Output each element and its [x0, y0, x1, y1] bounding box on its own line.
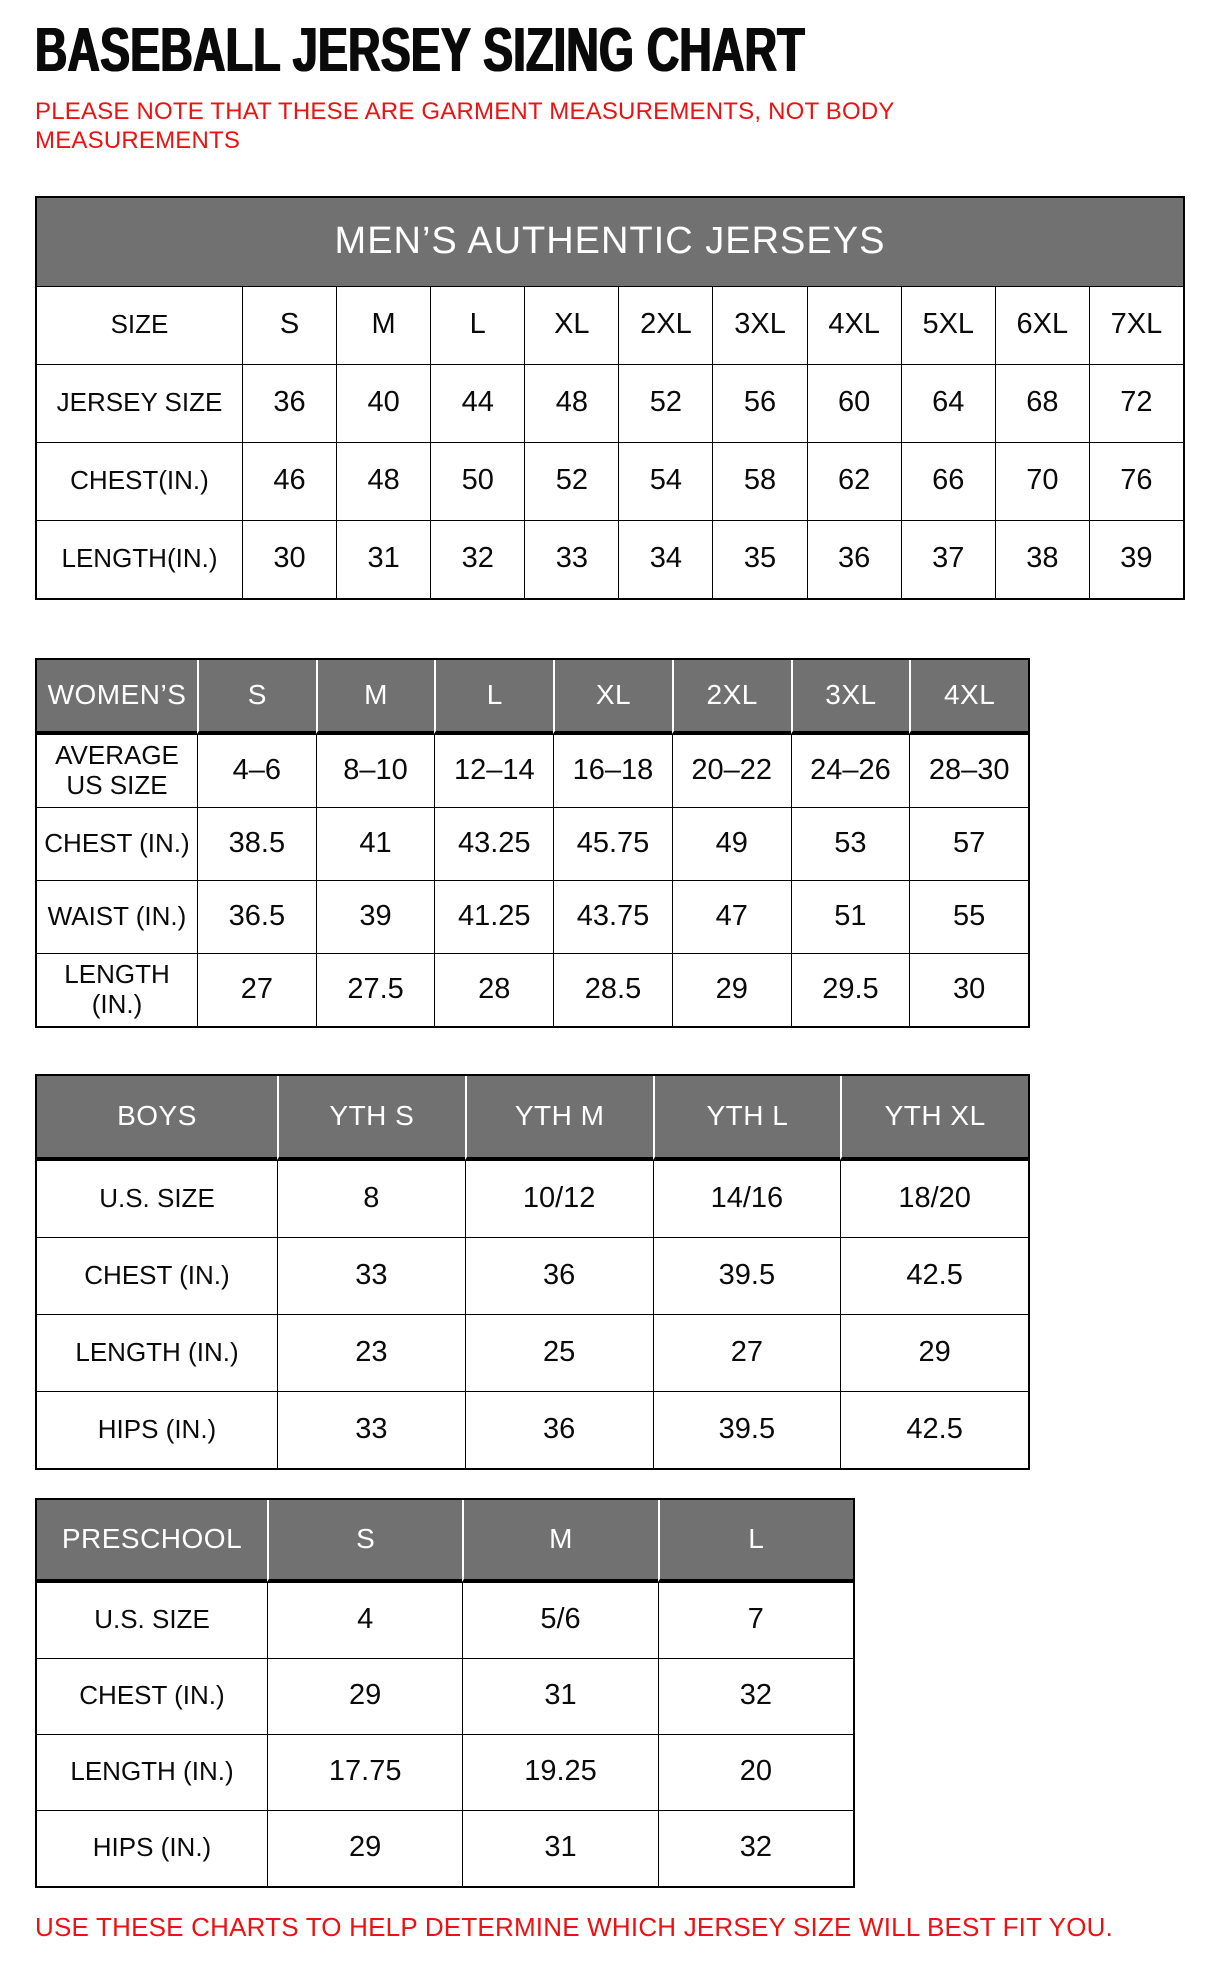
page-title-text: BASEBALL JERSEY SIZING CHART [35, 16, 805, 85]
size-value-cell: 76 [1089, 442, 1183, 520]
size-value-cell: 36 [465, 1237, 653, 1314]
size-value-cell: 8–10 [316, 734, 435, 807]
size-value-cell: 3XL [712, 286, 806, 364]
row-label: U.S. SIZE [37, 1160, 277, 1237]
size-value-cell: 56 [712, 364, 806, 442]
row-label: LENGTH (IN.) [37, 953, 197, 1026]
size-value-cell: 68 [995, 364, 1089, 442]
sizing-chart-page [35, 16, 1220, 1943]
size-column-header: YTH M [465, 1076, 653, 1160]
size-value-cell: 27 [197, 953, 316, 1026]
size-value-cell: 43.75 [553, 880, 672, 953]
page-title [35, 16, 1220, 85]
size-value-cell: 64 [901, 364, 995, 442]
size-value-cell: 28–30 [909, 734, 1028, 807]
garment-measurements-note: PLEASE NOTE THAT THESE ARE GARMENT MEASUREMENTS, NOT BODY MEASUREMENTS [35, 98, 895, 155]
size-value-cell: 32 [658, 1658, 853, 1734]
size-value-cell: 4XL [807, 286, 901, 364]
size-column-header: L [434, 660, 553, 734]
size-value-cell: 24–26 [791, 734, 910, 807]
row-label: SIZE [37, 286, 242, 364]
row-label: AVERAGE US SIZE [37, 734, 197, 807]
size-value-cell: M [336, 286, 430, 364]
size-value-cell: XL [524, 286, 618, 364]
size-value-cell: 46 [242, 442, 336, 520]
mens-authentic-jerseys-table [35, 196, 1185, 600]
size-value-cell: 7XL [1089, 286, 1183, 364]
size-value-cell: 6XL [995, 286, 1089, 364]
size-value-cell: 70 [995, 442, 1089, 520]
table-name-header: BOYS [37, 1076, 277, 1160]
size-value-cell: 32 [430, 520, 524, 598]
size-value-cell: 44 [430, 364, 524, 442]
size-value-cell: 45.75 [553, 807, 672, 880]
size-value-cell: 2XL [618, 286, 712, 364]
size-value-cell: 20–22 [672, 734, 791, 807]
size-column-header: M [462, 1500, 657, 1582]
size-value-cell: 30 [909, 953, 1028, 1026]
size-value-cell: 47 [672, 880, 791, 953]
size-value-cell: 17.75 [267, 1734, 462, 1810]
size-value-cell: 30 [242, 520, 336, 598]
size-value-cell: 4–6 [197, 734, 316, 807]
size-column-header: 4XL [909, 660, 1028, 734]
size-value-cell: 62 [807, 442, 901, 520]
size-value-cell: S [242, 286, 336, 364]
size-value-cell: 53 [791, 807, 910, 880]
size-value-cell: 48 [524, 364, 618, 442]
size-value-cell: 31 [336, 520, 430, 598]
size-value-cell: 29 [267, 1810, 462, 1886]
size-column-header: YTH L [653, 1076, 841, 1160]
size-value-cell: 41.25 [434, 880, 553, 953]
size-value-cell: 41 [316, 807, 435, 880]
preschool-sizing-table [35, 1498, 855, 1888]
size-value-cell: 28.5 [553, 953, 672, 1026]
size-value-cell: 23 [277, 1314, 465, 1391]
size-value-cell: 4 [267, 1582, 462, 1658]
size-value-cell: 66 [901, 442, 995, 520]
row-label: U.S. SIZE [37, 1582, 267, 1658]
row-label: LENGTH (IN.) [37, 1734, 267, 1810]
size-value-cell: 25 [465, 1314, 653, 1391]
size-value-cell: 52 [524, 442, 618, 520]
row-label: CHEST (IN.) [37, 1658, 267, 1734]
table-name-header: PRESCHOOL [37, 1500, 267, 1582]
size-value-cell: 29 [267, 1658, 462, 1734]
size-value-cell: 27 [653, 1314, 841, 1391]
size-column-header: YTH XL [840, 1076, 1028, 1160]
size-value-cell: 7 [658, 1582, 853, 1658]
size-value-cell: 36 [242, 364, 336, 442]
size-value-cell: 55 [909, 880, 1028, 953]
size-value-cell: 38 [995, 520, 1089, 598]
row-label: CHEST (IN.) [37, 1237, 277, 1314]
size-value-cell: 27.5 [316, 953, 435, 1026]
size-value-cell: 5/6 [462, 1582, 657, 1658]
size-value-cell: 31 [462, 1658, 657, 1734]
size-column-header: 3XL [791, 660, 910, 734]
size-value-cell: 72 [1089, 364, 1183, 442]
size-value-cell: 40 [336, 364, 430, 442]
size-value-cell: 51 [791, 880, 910, 953]
size-value-cell: 14/16 [653, 1160, 841, 1237]
size-value-cell: 38.5 [197, 807, 316, 880]
size-value-cell: 12–14 [434, 734, 553, 807]
size-value-cell: 37 [901, 520, 995, 598]
size-value-cell: 33 [277, 1237, 465, 1314]
size-value-cell: 29 [672, 953, 791, 1026]
size-value-cell: 31 [462, 1810, 657, 1886]
size-value-cell: 36.5 [197, 880, 316, 953]
size-value-cell: 36 [465, 1391, 653, 1468]
size-value-cell: 50 [430, 442, 524, 520]
size-column-header: M [316, 660, 435, 734]
row-label: CHEST (IN.) [37, 807, 197, 880]
size-value-cell: 20 [658, 1734, 853, 1810]
row-label: HIPS (IN.) [37, 1810, 267, 1886]
size-value-cell: 42.5 [840, 1237, 1028, 1314]
size-value-cell: 39 [1089, 520, 1183, 598]
size-value-cell: 58 [712, 442, 806, 520]
size-value-cell: 29.5 [791, 953, 910, 1026]
size-value-cell: 52 [618, 364, 712, 442]
size-value-cell: 18/20 [840, 1160, 1028, 1237]
womens-sizing-table [35, 658, 1030, 1028]
size-value-cell: 33 [277, 1391, 465, 1468]
size-value-cell: 57 [909, 807, 1028, 880]
footer-note: USE THESE CHARTS TO HELP DETERMINE WHICH JERSEY SIZE WILL BEST FIT YOU. [35, 1911, 1114, 1942]
size-column-header: S [267, 1500, 462, 1582]
size-value-cell: 32 [658, 1810, 853, 1886]
size-value-cell: 5XL [901, 286, 995, 364]
size-column-header: L [658, 1500, 853, 1582]
row-label: LENGTH(IN.) [37, 520, 242, 598]
size-value-cell: 8 [277, 1160, 465, 1237]
size-value-cell: 16–18 [553, 734, 672, 807]
size-value-cell: 29 [840, 1314, 1028, 1391]
size-value-cell: 48 [336, 442, 430, 520]
size-value-cell: 39.5 [653, 1391, 841, 1468]
row-label: CHEST(IN.) [37, 442, 242, 520]
row-label: HIPS (IN.) [37, 1391, 277, 1468]
size-column-header: YTH S [277, 1076, 465, 1160]
size-column-header: 2XL [672, 660, 791, 734]
boys-sizing-table [35, 1074, 1030, 1470]
size-value-cell: L [430, 286, 524, 364]
row-label: JERSEY SIZE [37, 364, 242, 442]
size-value-cell: 36 [807, 520, 901, 598]
size-value-cell: 42.5 [840, 1391, 1028, 1468]
size-value-cell: 10/12 [465, 1160, 653, 1237]
size-value-cell: 33 [524, 520, 618, 598]
size-value-cell: 54 [618, 442, 712, 520]
size-value-cell: 39 [316, 880, 435, 953]
size-value-cell: 43.25 [434, 807, 553, 880]
row-label: WAIST (IN.) [37, 880, 197, 953]
size-value-cell: 49 [672, 807, 791, 880]
size-value-cell: 35 [712, 520, 806, 598]
row-label: LENGTH (IN.) [37, 1314, 277, 1391]
size-column-header: XL [553, 660, 672, 734]
size-value-cell: 19.25 [462, 1734, 657, 1810]
size-value-cell: 60 [807, 364, 901, 442]
size-value-cell: 34 [618, 520, 712, 598]
size-value-cell: 39.5 [653, 1237, 841, 1314]
table-name-header: WOMEN’S [37, 660, 197, 734]
size-column-header: S [197, 660, 316, 734]
table-title-banner: MEN’S AUTHENTIC JERSEYS [37, 198, 1183, 286]
size-value-cell: 28 [434, 953, 553, 1026]
